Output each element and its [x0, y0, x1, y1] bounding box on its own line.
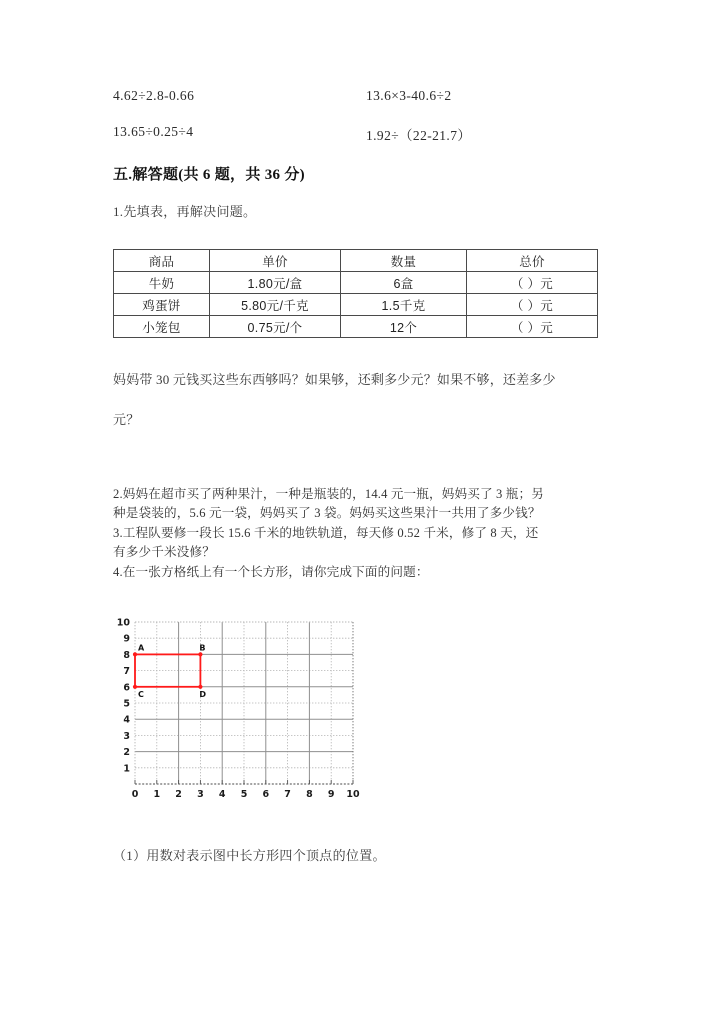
coordinate-grid-figure — [113, 608, 363, 813]
table-header-cell: 商品 — [114, 250, 210, 272]
question-4-prompt: 4.在一张方格纸上有一个长方形，请你完成下面的问题： — [113, 565, 429, 579]
table-cell-quantity: 1.5千克 — [341, 294, 467, 316]
vertex-label: B — [199, 643, 206, 653]
y-tick-label: 3 — [123, 730, 130, 742]
x-tick-label: 1 — [153, 789, 161, 800]
table-header-cell: 数量 — [341, 250, 467, 272]
y-tick-label: 8 — [123, 649, 130, 661]
question-1-body-line-2: 元？ — [113, 412, 140, 427]
rectangle-vertices — [133, 643, 207, 698]
vertex-point — [198, 685, 202, 689]
table-row — [114, 294, 598, 316]
x-tick-label: 6 — [262, 789, 270, 800]
table-header-cell: 单价 — [210, 250, 341, 272]
x-tick-label: 10 — [346, 789, 360, 800]
grid-minor-lines — [135, 622, 353, 784]
x-tick-label: 2 — [175, 789, 182, 800]
x-tick-label: 7 — [284, 789, 291, 800]
table-cell-quantity: 12个 — [341, 316, 467, 338]
vertex-point — [198, 652, 202, 656]
calc-expression-1: 4.62÷2.8-0.66 — [113, 88, 195, 103]
vertex-label: A — [138, 643, 145, 653]
y-tick-label: 10 — [116, 617, 130, 629]
x-axis-tick-labels — [132, 789, 360, 800]
y-tick-label: 9 — [123, 633, 130, 645]
table-cell-product: 小笼包 — [114, 316, 210, 338]
calc-expression-3: 13.65÷0.25÷4 — [113, 124, 194, 139]
question-3-line-1: 3.工程队要修一段长 15.6 千米的地铁轨道，每天修 0.52 千米，修了 8 天，还 — [113, 526, 539, 540]
table-cell-total-blank[interactable]: （ ）元 — [467, 294, 598, 316]
y-tick-label: 5 — [123, 698, 130, 710]
table-cell-unit-price: 5.80元/千克 — [210, 294, 341, 316]
calc-expression-4: 1.92÷（22-21.7） — [366, 128, 472, 143]
grid-tick-marks — [135, 780, 353, 784]
vertex-point — [133, 652, 137, 656]
table-cell-total-blank[interactable]: （ ）元 — [467, 272, 598, 294]
table-row — [114, 316, 598, 338]
section-heading: 五.解答题(共 6 题，共 36 分) — [113, 167, 305, 183]
question-4-sub-1: （1）用数对表示图中长方形四个顶点的位置。 — [113, 848, 386, 863]
vertex-label: D — [199, 689, 207, 699]
question-1-body-line-1: 妈妈带 30 元钱买这些东西够吗？如果够，还剩多少元？如果不够，还差多少 — [113, 372, 556, 387]
table-cell-total-blank[interactable]: （ ）元 — [467, 316, 598, 338]
table-cell-unit-price: 0.75元/个 — [210, 316, 341, 338]
question-1-prompt: 1.先填表，再解决问题。 — [113, 204, 257, 219]
table-cell-product: 鸡蛋饼 — [114, 294, 210, 316]
coordinate-grid-svg — [113, 608, 363, 813]
table-header-cell: 总价 — [467, 250, 598, 272]
y-axis-tick-labels — [117, 618, 131, 775]
x-tick-label: 9 — [327, 789, 335, 800]
y-tick-label: 6 — [123, 682, 130, 694]
vertex-label: C — [138, 689, 144, 699]
x-tick-label: 4 — [218, 789, 226, 800]
x-tick-label: 0 — [131, 789, 139, 800]
table-cell-product: 牛奶 — [114, 272, 210, 294]
question-2-line-2: 种是袋装的，5.6 元一袋，妈妈买了 3 袋。妈妈买这些果汁一共用了多少钱？ — [113, 506, 541, 520]
question-3-line-2: 有多少千米没修？ — [113, 545, 215, 559]
question-2-line-1: 2.妈妈在超市买了两种果汁，一种是瓶装的，14.4 元一瓶，妈妈买了 3 瓶；另 — [113, 487, 545, 501]
x-tick-label: 3 — [197, 789, 204, 800]
table-header-row — [114, 250, 598, 272]
calc-expression-2: 13.6×3-40.6÷2 — [366, 88, 452, 103]
x-tick-label: 8 — [306, 789, 313, 800]
y-tick-label: 2 — [123, 747, 130, 759]
y-tick-label: 1 — [123, 763, 130, 775]
table-cell-quantity: 6盒 — [341, 272, 467, 294]
vertex-point — [133, 685, 137, 689]
y-tick-label: 7 — [123, 666, 130, 678]
x-tick-label: 5 — [240, 789, 248, 800]
table-row — [114, 272, 598, 294]
price-table — [113, 249, 598, 338]
table-cell-unit-price: 1.80元/盒 — [210, 272, 341, 294]
y-tick-label: 4 — [123, 714, 130, 726]
